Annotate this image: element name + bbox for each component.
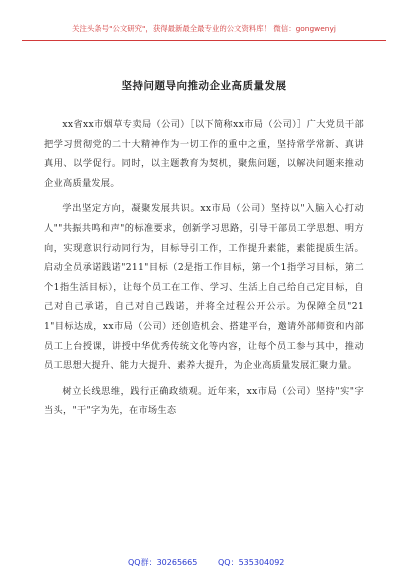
header-promo-note: 关注头条号"公文研究"，获得最新最全最专业的公文资料库！ 微信：gongwenyj [72, 24, 336, 33]
footer-qq-contact: QQ：535304092 [218, 558, 285, 567]
paragraph-3: 树立长线思维，践行正确政绩观。近年来，xx市局（公司）坚持"实"字当头，"干"字为先，在市场生态 [44, 385, 364, 417]
document-title: 坚持问题导向推动企业高质量发展 [121, 80, 287, 92]
paragraph-1: xx省xx市烟草专卖局（公司）［以下简称xx市局（公司）］广大党员干部把学习贯彻党的二十大精神作为一切工作的重中之重，坚持常学常新、真讲真用、以学促行。同时，以主题教育为契机，聚焦问题，以解决问题来推动企业高质量发展。 [44, 119, 364, 189]
footer [0, 557, 408, 571]
paragraph-2: 学出坚定方向，凝聚发展共识。xx市局（公司）坚持以"入脑入心打动人""共振共鸣和声"的标准要求，创新学习思路，引导干部员工学思想、明方向，实现意识行动同行为，目标导引工作，工作提升素能，素能提质生活。启动全员承诺践诺"211"目标（2是指工作目标，第一个1指学习目标，第二个1指生活目标），让每个员工在工作、学习、生活上自己给自己定目标，自己对自己承诺，自己对自己践诺，并将全过程公开公示。为保障全员"211"目标达成，xx市局（公司）还创造机会、搭建平台，邀请外部师资和内部员工上台授课，讲授中华优秀传统文化等内容，让每个员工参与其中，推动员工思想大提升、能力大提升、素养大提升，为企业高质量发展汇聚力量。 [44, 203, 364, 372]
document-body [44, 115, 364, 427]
header-divider [22, 40, 386, 41]
footer-qq-group: QQ群：30265665 [128, 558, 198, 567]
